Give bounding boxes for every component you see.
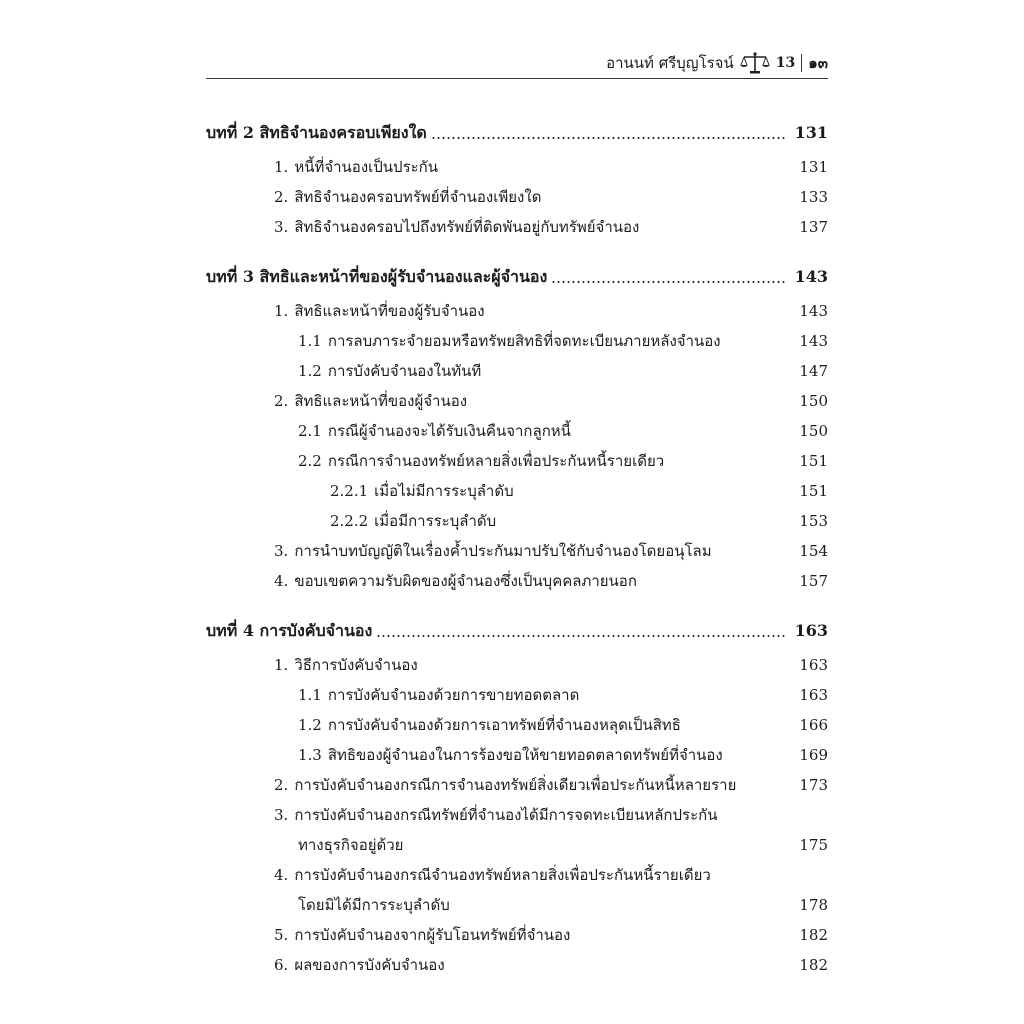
toc-entry-text: วิธีการบังคับจำนอง: [294, 656, 418, 674]
toc-entry-row[interactable]: [206, 182, 828, 212]
toc-entry-row[interactable]: [206, 740, 828, 770]
toc-entry-label: [206, 416, 571, 446]
toc-entry-label: [206, 536, 712, 566]
toc-entry-row[interactable]: [206, 416, 828, 446]
toc-entry-text: การนำบทบัญญัติในเรื่องค้ำประกันมาปรับใช้กับจำนองโดยอนุโลม: [294, 542, 712, 560]
toc-entry-label: [206, 326, 721, 356]
toc-entry-row[interactable]: [206, 446, 828, 476]
toc-entry-number: 2.2.1: [330, 482, 369, 500]
toc-entry-text: โดยมิได้มีการระบุลำดับ: [298, 896, 450, 914]
page-number-thai: ๑๓: [808, 54, 828, 72]
toc-entry-row[interactable]: [206, 536, 828, 566]
toc-entry-row[interactable]: [206, 860, 828, 890]
toc-entry-label: [206, 770, 736, 800]
toc-entry-label: [206, 446, 664, 476]
toc-page-number: 131: [794, 123, 828, 142]
toc-entry-text: การบังคับจำนองกรณีทรัพย์ที่จำนองได้มีการจดทะเบียนหลักประกัน: [294, 806, 718, 824]
toc-entry-row[interactable]: [206, 326, 828, 356]
toc-chapter-row[interactable]: [206, 118, 828, 148]
toc-entry-text: ผลของการบังคับจำนอง: [294, 956, 445, 974]
toc-page-number: 178: [799, 896, 828, 914]
toc-entry-text: สิทธิของผู้จำนองในการร้องขอให้ขายทอดตลาดทรัพย์ที่จำนอง: [327, 746, 723, 764]
chapter-title: บทที่ 3 สิทธิและหน้าที่ของผู้รับจำนองและผู้จำนอง: [206, 267, 548, 286]
toc-page-number: 169: [799, 746, 828, 764]
toc-entry-number: 1.: [274, 302, 289, 320]
toc-entry-label: [206, 506, 496, 536]
dot-leader: [551, 281, 784, 283]
toc-entry-label: [206, 386, 467, 416]
toc-entry-row[interactable]: [206, 506, 828, 536]
toc-page-number: 163: [799, 656, 828, 674]
toc-entry-number: 2.: [274, 188, 289, 206]
toc-entry-label: [206, 680, 579, 710]
toc-entry-row[interactable]: [206, 770, 828, 800]
toc-entry-label: [206, 182, 541, 212]
toc-entry-number: 1.: [274, 656, 289, 674]
toc-entry-text: การบังคับจำนองด้วยการเอาทรัพย์ที่จำนองหลุดเป็นสิทธิ: [327, 716, 681, 734]
toc-entry-text: การบังคับจำนองกรณีจำนองทรัพย์หลายสิ่งเพื่อประกันหนี้รายเดียว: [294, 866, 711, 884]
toc-entry-text: ทางธุรกิจอยู่ด้วย: [298, 836, 404, 854]
toc-entry-number: 5.: [274, 926, 289, 944]
toc-entry-label: [206, 950, 445, 980]
toc-entry-text: การบังคับจำนองในทันที: [327, 362, 482, 380]
toc-entry-row[interactable]: [206, 710, 828, 740]
toc-entry-number: 2.: [274, 392, 289, 410]
toc-entry-label: [206, 890, 450, 920]
toc-entry-number: 3.: [274, 806, 289, 824]
toc-page-number: 143: [799, 332, 828, 350]
toc-entry-number: 1.2: [298, 362, 322, 380]
toc-entry-number: 2.1: [298, 422, 322, 440]
page-number-arabic: 13: [775, 55, 796, 71]
toc-entry-text: หนี้ที่จำนองเป็นประกัน: [294, 158, 439, 176]
toc-entry-label: [206, 476, 514, 506]
toc-entry-label: [206, 710, 681, 740]
toc-page-number: 147: [799, 362, 828, 380]
toc-entry-label: [206, 860, 711, 890]
toc-page-number: 150: [799, 392, 828, 410]
toc-entry-row[interactable]: [206, 476, 828, 506]
toc-entry-row[interactable]: [206, 386, 828, 416]
toc-entry-label: [206, 920, 570, 950]
toc-chapter-row[interactable]: [206, 616, 828, 646]
toc-page-number: 133: [799, 188, 828, 206]
toc-entry-text: การบังคับจำนองจากผู้รับโอนทรัพย์ที่จำนอง: [294, 926, 571, 944]
toc-page-number: 137: [799, 218, 828, 236]
toc-entry-label: [206, 800, 717, 830]
toc-entry-text: กรณีผู้จำนองจะได้รับเงินคืนจากลูกหนี้: [327, 422, 571, 440]
toc-entry-row[interactable]: [206, 356, 828, 386]
toc-entry-row[interactable]: [206, 920, 828, 950]
page-number-divider: [801, 54, 802, 72]
toc-entry-text: ขอบเขตความรับผิดของผู้จำนองซึ่งเป็นบุคคลภายนอก: [294, 572, 637, 590]
toc-entry-row[interactable]: [206, 800, 828, 830]
toc-entry-continuation[interactable]: [206, 830, 828, 860]
toc-page-number: 131: [799, 158, 828, 176]
toc-entry-label: [206, 212, 639, 242]
toc-entry-number: 1.1: [298, 686, 322, 704]
toc-entry-label: [206, 566, 637, 596]
toc-entry-text: เมื่อไม่มีการระบุลำดับ: [374, 482, 514, 500]
toc-entry-label: [206, 356, 481, 386]
toc-page-number: 182: [799, 956, 828, 974]
dot-leader: [376, 635, 784, 637]
toc-page-number: 151: [799, 452, 828, 470]
toc-entry-number: 2.2: [298, 452, 322, 470]
toc-page-number: 173: [799, 776, 828, 794]
toc-page-number: 143: [794, 267, 828, 286]
toc-entry-number: 2.: [274, 776, 289, 794]
toc-entry-number: 3.: [274, 542, 289, 560]
toc-entry-label: [206, 830, 403, 860]
toc-page-number: 182: [799, 926, 828, 944]
toc-page-number: 143: [799, 302, 828, 320]
toc-entry-number: 4.: [274, 572, 289, 590]
toc-entry-number: 1.3: [298, 746, 322, 764]
toc-entry-number: 2.2.2: [330, 512, 369, 530]
author-name: อานนท์ ศรีบุญโรจน์: [606, 54, 734, 72]
toc-entry-number: 3.: [274, 218, 289, 236]
toc-entry-row[interactable]: [206, 950, 828, 980]
toc-entry-row[interactable]: [206, 680, 828, 710]
toc-page-number: 154: [799, 542, 828, 560]
toc-page-number: 166: [799, 716, 828, 734]
toc-entry-row[interactable]: [206, 152, 828, 182]
toc-entry-text: เมื่อมีการระบุลำดับ: [374, 512, 497, 530]
toc-entry-row[interactable]: [206, 650, 828, 680]
toc-entry-row[interactable]: [206, 212, 828, 242]
toc-entry-text: การบังคับจำนองด้วยการขายทอดตลาด: [327, 686, 580, 704]
toc-entry-text: สิทธิและหน้าที่ของผู้จำนอง: [294, 392, 468, 410]
toc-entry-text: การบังคับจำนองกรณีการจำนองทรัพย์สิ่งเดียวเพื่อประกันหนี้หลายราย: [294, 776, 737, 794]
toc-entry-label: [206, 152, 438, 182]
toc-entry-text: สิทธิและหน้าที่ของผู้รับจำนอง: [294, 302, 485, 320]
toc-entry-row[interactable]: [206, 566, 828, 596]
chapter-title: บทที่ 4 การบังคับจำนอง: [206, 621, 373, 640]
toc-entry-text: สิทธิจำนองครอบทรัพย์ที่จำนองเพียงใด: [294, 188, 542, 206]
toc-page-number: 175: [799, 836, 828, 854]
toc-entry-number: 6.: [274, 956, 289, 974]
toc-entry-text: กรณีการจำนองทรัพย์หลายสิ่งเพื่อประกันหนี้รายเดียว: [327, 452, 665, 470]
toc-chapter-row[interactable]: [206, 262, 828, 292]
toc-entry-text: การลบภาระจำยอมหรือทรัพยสิทธิที่จดทะเบียนภายหลังจำนอง: [327, 332, 721, 350]
toc-entry-label: [206, 650, 418, 680]
toc-page-number: 153: [799, 512, 828, 530]
toc-entry-number: 1.: [274, 158, 289, 176]
toc-page-number: 150: [799, 422, 828, 440]
toc-entry-number: 4.: [274, 866, 289, 884]
toc-entry-label: [206, 296, 485, 326]
running-header: [206, 48, 828, 79]
scales-of-justice-icon: [740, 51, 770, 75]
toc-entry-number: 1.2: [298, 716, 322, 734]
toc-page-number: 151: [799, 482, 828, 500]
toc-page-number: 157: [799, 572, 828, 590]
toc-entry-number: 1.1: [298, 332, 322, 350]
toc-entry-row[interactable]: [206, 296, 828, 326]
toc-page-number: 163: [799, 686, 828, 704]
toc-entry-label: [206, 740, 723, 770]
toc-entry-text: สิทธิจำนองครอบไปถึงทรัพย์ที่ติดพันอยู่กับทรัพย์จำนอง: [294, 218, 640, 236]
toc-page-number: 163: [794, 621, 828, 640]
chapter-title: บทที่ 2 สิทธิจำนองครอบเพียงใด: [206, 123, 427, 142]
toc-entry-continuation[interactable]: [206, 890, 828, 920]
dot-leader: [431, 137, 785, 139]
